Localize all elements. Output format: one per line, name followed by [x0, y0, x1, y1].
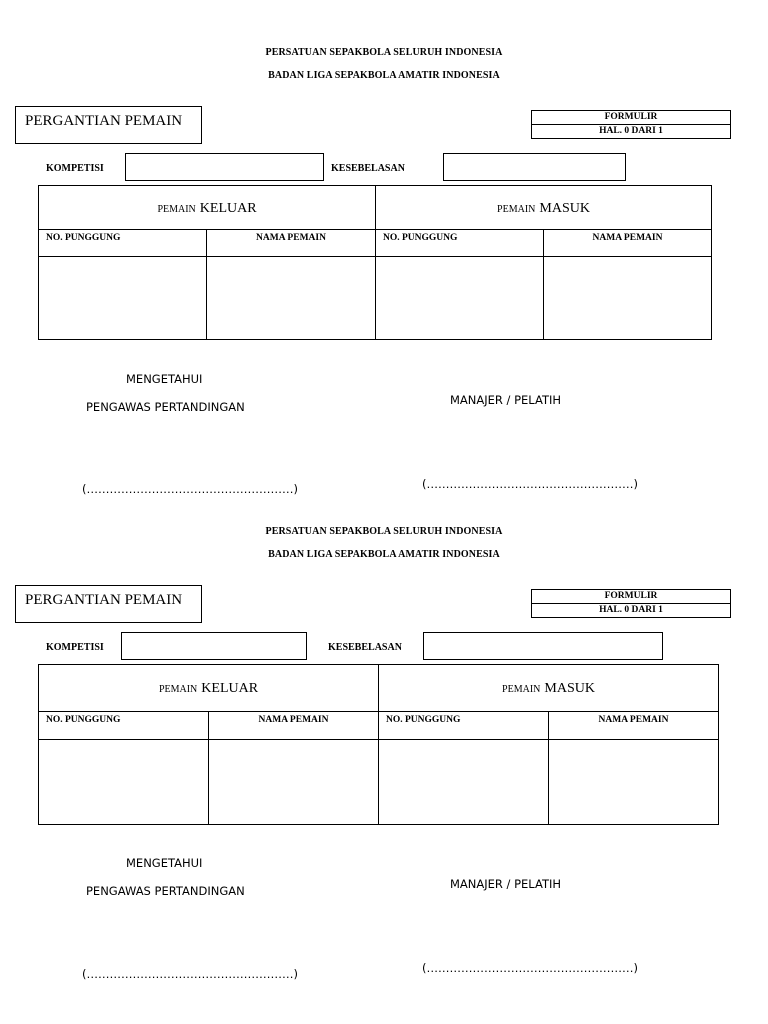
- substitution-table: [38, 185, 712, 340]
- page-label: HAL. 0 DARI 1: [532, 603, 730, 617]
- kesebelasan-label: KESEBELASAN: [328, 642, 402, 653]
- in-number-cell[interactable]: [379, 740, 549, 825]
- kompetisi-field[interactable]: [121, 632, 307, 660]
- mengetahui-label: MENGETAHUI: [126, 856, 203, 870]
- masuk-prefix: PEMAIN: [502, 684, 541, 695]
- masuk-word: MASUK: [544, 681, 595, 696]
- org-name-line2: BADAN LIGA SEPAKBOLA AMATIR INDONESIA: [268, 549, 500, 560]
- org-name-line2: BADAN LIGA SEPAKBOLA AMATIR INDONESIA: [268, 70, 500, 81]
- keluar-header: [39, 186, 376, 230]
- masuk-header: [379, 665, 719, 712]
- kompetisi-label: KOMPETISI: [46, 642, 104, 653]
- column-header: NAMA PEMAIN: [544, 230, 712, 257]
- form-title: PERGANTIAN PEMAIN: [15, 106, 202, 144]
- kompetisi-field[interactable]: [125, 153, 324, 181]
- manajer-label: MANAJER / PELATIH: [450, 393, 562, 407]
- keluar-header: [39, 665, 379, 712]
- mengetahui-label: MENGETAHUI: [126, 372, 203, 386]
- keluar-word: KELUAR: [201, 681, 259, 696]
- form-label: FORMULIR: [604, 591, 658, 601]
- page-label: HAL. 0 DARI 1: [532, 124, 730, 138]
- out-name-cell[interactable]: [209, 740, 379, 825]
- column-header: NAMA PEMAIN: [549, 712, 719, 740]
- out-name-cell[interactable]: [207, 257, 376, 340]
- column-header: NAMA PEMAIN: [207, 230, 376, 257]
- form-label: FORMULIR: [604, 112, 658, 122]
- keluar-prefix: PEMAIN: [157, 203, 196, 215]
- column-header: NO. PUNGGUNG: [379, 712, 549, 740]
- org-name-line1: PERSATUAN SEPAKBOLA SELURUH INDONESIA: [265, 47, 503, 58]
- in-number-cell[interactable]: [376, 257, 544, 340]
- form-info-box: [531, 110, 731, 139]
- column-header: NO. PUNGGUNG: [39, 712, 209, 740]
- column-header: NO. PUNGGUNG: [376, 230, 544, 257]
- keluar-prefix: PEMAIN: [158, 684, 198, 695]
- manajer-label: MANAJER / PELATIH: [450, 877, 562, 891]
- form-info-box: [531, 589, 731, 618]
- signature-line-pengawas: (………………………………………………): [82, 482, 298, 496]
- kesebelasan-field[interactable]: [423, 632, 663, 660]
- masuk-word: MASUK: [539, 200, 590, 216]
- signature-line-manajer: (………………………………………………): [422, 961, 638, 975]
- out-number-cell[interactable]: [39, 740, 209, 825]
- in-name-cell[interactable]: [549, 740, 719, 825]
- masuk-prefix: PEMAIN: [497, 203, 536, 215]
- kesebelasan-field[interactable]: [443, 153, 626, 181]
- pengawas-label: PENGAWAS PERTANDINGAN: [86, 884, 245, 898]
- form-title: PERGANTIAN PEMAIN: [15, 585, 202, 623]
- keluar-word: KELUAR: [199, 200, 257, 216]
- column-header: NO. PUNGGUNG: [39, 230, 207, 257]
- kompetisi-label: KOMPETISI: [46, 163, 104, 174]
- signature-line-pengawas: (………………………………………………): [82, 967, 298, 981]
- masuk-header: [376, 186, 712, 230]
- kesebelasan-label: KESEBELASAN: [331, 163, 405, 174]
- pengawas-label: PENGAWAS PERTANDINGAN: [86, 400, 245, 414]
- in-name-cell[interactable]: [544, 257, 712, 340]
- substitution-table: [38, 664, 719, 825]
- column-header: NAMA PEMAIN: [209, 712, 379, 740]
- signature-line-manajer: (………………………………………………): [422, 477, 638, 491]
- org-name-line1: PERSATUAN SEPAKBOLA SELURUH INDONESIA: [265, 526, 503, 537]
- out-number-cell[interactable]: [39, 257, 207, 340]
